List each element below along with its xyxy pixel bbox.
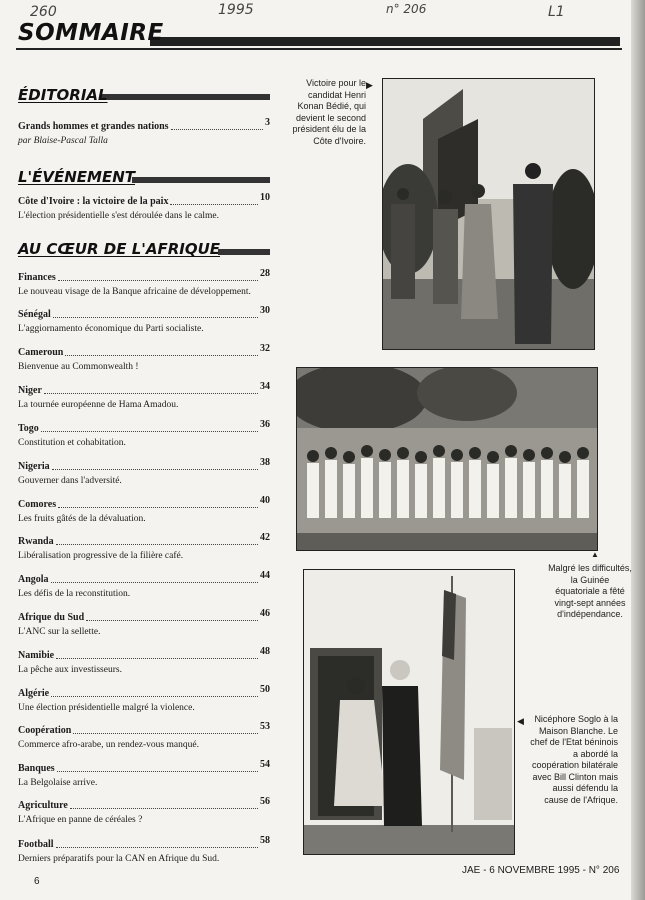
toc-entry-page: 36 [260,419,270,430]
toc-entry-page: 44 [260,570,270,581]
toc-entry-page: 42 [260,532,270,543]
section-title-afrique: AU CŒUR DE L'AFRIQUE [18,240,221,258]
toc-entry-evenement[interactable] [18,192,270,222]
toc-entry-page: 58 [260,835,270,846]
toc-entry-page: 50 [260,684,270,695]
section-title-evenement: L'ÉVÉNEMENT [18,168,136,186]
toc-entry[interactable] [18,457,270,487]
toc-entry-title: Agriculture [18,800,68,811]
toc-entry-title: Finances [18,272,56,283]
photo-caption-2: Malgré les difficultés, la Guinée équatoriale a fêté vingt-sept années d'indépendance. [548,563,632,619]
toc-list [0,268,300,872]
toc-entry-page: 54 [260,759,270,770]
arrow-left-icon: ◀ [517,716,524,726]
toc-entry-author: par Blaise-Pascal Talla [18,136,108,146]
leader-dots [73,725,258,734]
leader-dots [41,423,258,432]
photo-caption-1: Victoire pour le candidat Henri Konan Bédié, qui devient le second président élu de la Côte d'Ivoire. [292,78,366,146]
section-bar [218,249,270,255]
toc-entry-title: Grands hommes et grandes nations [18,121,169,132]
toc-entry-title: Angola [18,574,49,585]
toc-entry-subtitle: L'aggiornamento économique du Parti socialiste. [18,324,204,334]
toc-entry-title: Algérie [18,688,50,699]
toc-entry-editorial[interactable] [18,117,270,147]
leader-dots [70,800,258,809]
toc-entry-title: Nigeria [18,461,50,472]
toc-entry-title: Football [18,839,54,850]
toc-entry-page: 32 [260,343,270,354]
masthead-bar [150,37,620,46]
toc-entry[interactable] [18,835,270,865]
photo-caption-3: Nicéphore Soglo à la Maison Blanche. Le chef de l'Etat béninois a abordé la coopération bilatérale avec Bill Clinton mais aussi défendu la cause de l'Afrique. [530,714,618,805]
toc-entry-title: Sénégal [18,309,51,320]
toc-entry-subtitle: Bienvenue au Commonwealth ! [18,362,139,372]
page-edge [631,0,645,900]
toc-entry[interactable] [18,495,270,525]
handwritten-note: 1995 [218,2,254,18]
toc-entry[interactable] [18,796,270,826]
toc-entry-title: Coopération [18,725,72,736]
toc-entry-title: Côte d'Ivoire : la victoire de la paix [18,196,169,207]
toc-entry-subtitle: L'ANC sur la sellette. [18,627,101,637]
issue-info: JAE - 6 NOVEMBRE 1995 - N° 206 [462,865,620,876]
leader-dots [56,650,258,659]
photo-victory [382,78,595,350]
handwritten-note: L1 [548,4,565,20]
toc-entry-page: 38 [260,457,270,468]
toc-entry-subtitle: Derniers préparatifs pour la CAN en Afrique du Sud. [18,854,220,864]
leader-dots [51,688,258,697]
handwritten-note: 260 [30,4,57,20]
photo-group [296,367,598,551]
leader-dots [58,499,258,508]
toc-entry[interactable] [18,608,270,638]
toc-entry-subtitle: Gouverner dans l'adversité. [18,476,122,486]
leader-dots [56,536,258,545]
toc-entry-subtitle: Commerce afro-arabe, un rendez-vous manqué. [18,740,199,750]
toc-entry[interactable] [18,268,270,298]
toc-entry-title: Afrique du Sud [18,612,85,623]
toc-entry-page: 10 [260,192,270,203]
toc-entry-subtitle: La pêche aux investisseurs. [18,665,122,675]
toc-entry-page: 48 [260,646,270,657]
page-title: SOMMAIRE [18,20,164,46]
toc-entry[interactable] [18,721,270,751]
toc-entry-subtitle: L'Afrique en panne de céréales ? [18,815,143,825]
toc-entry-subtitle: Le nouveau visage de la Banque africaine de développement. [18,287,251,297]
leader-dots [44,385,258,394]
page-number: 6 [34,876,40,887]
leader-dots [171,121,263,130]
leader-dots [86,612,258,621]
toc-entry-page: 53 [260,721,270,732]
leader-dots [51,574,258,583]
leader-dots [65,347,258,356]
section-title-editorial: ÉDITORIAL [18,86,108,104]
toc-entry-page: 40 [260,495,270,506]
toc-entry[interactable] [18,343,270,373]
handwritten-note: n° 206 [386,2,427,16]
toc-entry[interactable] [18,419,270,449]
toc-entry-subtitle: Une élection présidentielle malgré la violence. [18,703,195,713]
toc-entry-page: 28 [260,268,270,279]
toc-entry[interactable] [18,684,270,714]
toc-entry-subtitle: L'élection présidentielle s'est déroulée dans le calme. [18,211,219,221]
toc-entry-title: Comores [18,499,57,510]
toc-entry-subtitle: La tournée européenne de Hama Amadou. [18,400,179,410]
section-bar [132,177,270,183]
toc-entry[interactable] [18,381,270,411]
toc-entry[interactable] [18,759,270,789]
leader-dots [52,461,258,470]
toc-entry-page: 56 [260,796,270,807]
toc-entry-subtitle: Constitution et cohabitation. [18,438,126,448]
toc-entry-page: 3 [265,117,270,128]
leader-dots [170,196,258,205]
toc-entry-title: Togo [18,423,39,434]
toc-entry-title: Niger [18,385,42,396]
toc-entry-title: Namibie [18,650,55,661]
toc-entry[interactable] [18,305,270,335]
toc-entry-subtitle: Les défis de la reconstitution. [18,589,131,599]
toc-entry[interactable] [18,646,270,676]
leader-dots [56,839,258,848]
leader-dots [57,763,258,772]
toc-entry[interactable] [18,532,270,562]
toc-entry-subtitle: La Belgolaise arrive. [18,778,98,788]
masthead-rule [16,48,622,50]
toc-entry-title: Cameroun [18,347,64,358]
toc-entry-page: 30 [260,305,270,316]
toc-entry-subtitle: Les fruits gâtés de la dévaluation. [18,514,146,524]
toc-entry-title: Rwanda [18,536,54,547]
toc-entry-subtitle: Libéralisation progressive de la filière café. [18,551,184,561]
toc-entry[interactable] [18,570,270,600]
toc-entry-page: 46 [260,608,270,619]
arrow-right-icon: ▶ [366,80,373,90]
section-bar [100,94,270,100]
photo-white-house [303,569,515,855]
arrow-up-icon: ▲ [591,550,599,559]
toc-entry-title: Banques [18,763,55,774]
toc-entry-page: 34 [260,381,270,392]
leader-dots [58,272,258,281]
leader-dots [53,309,258,318]
